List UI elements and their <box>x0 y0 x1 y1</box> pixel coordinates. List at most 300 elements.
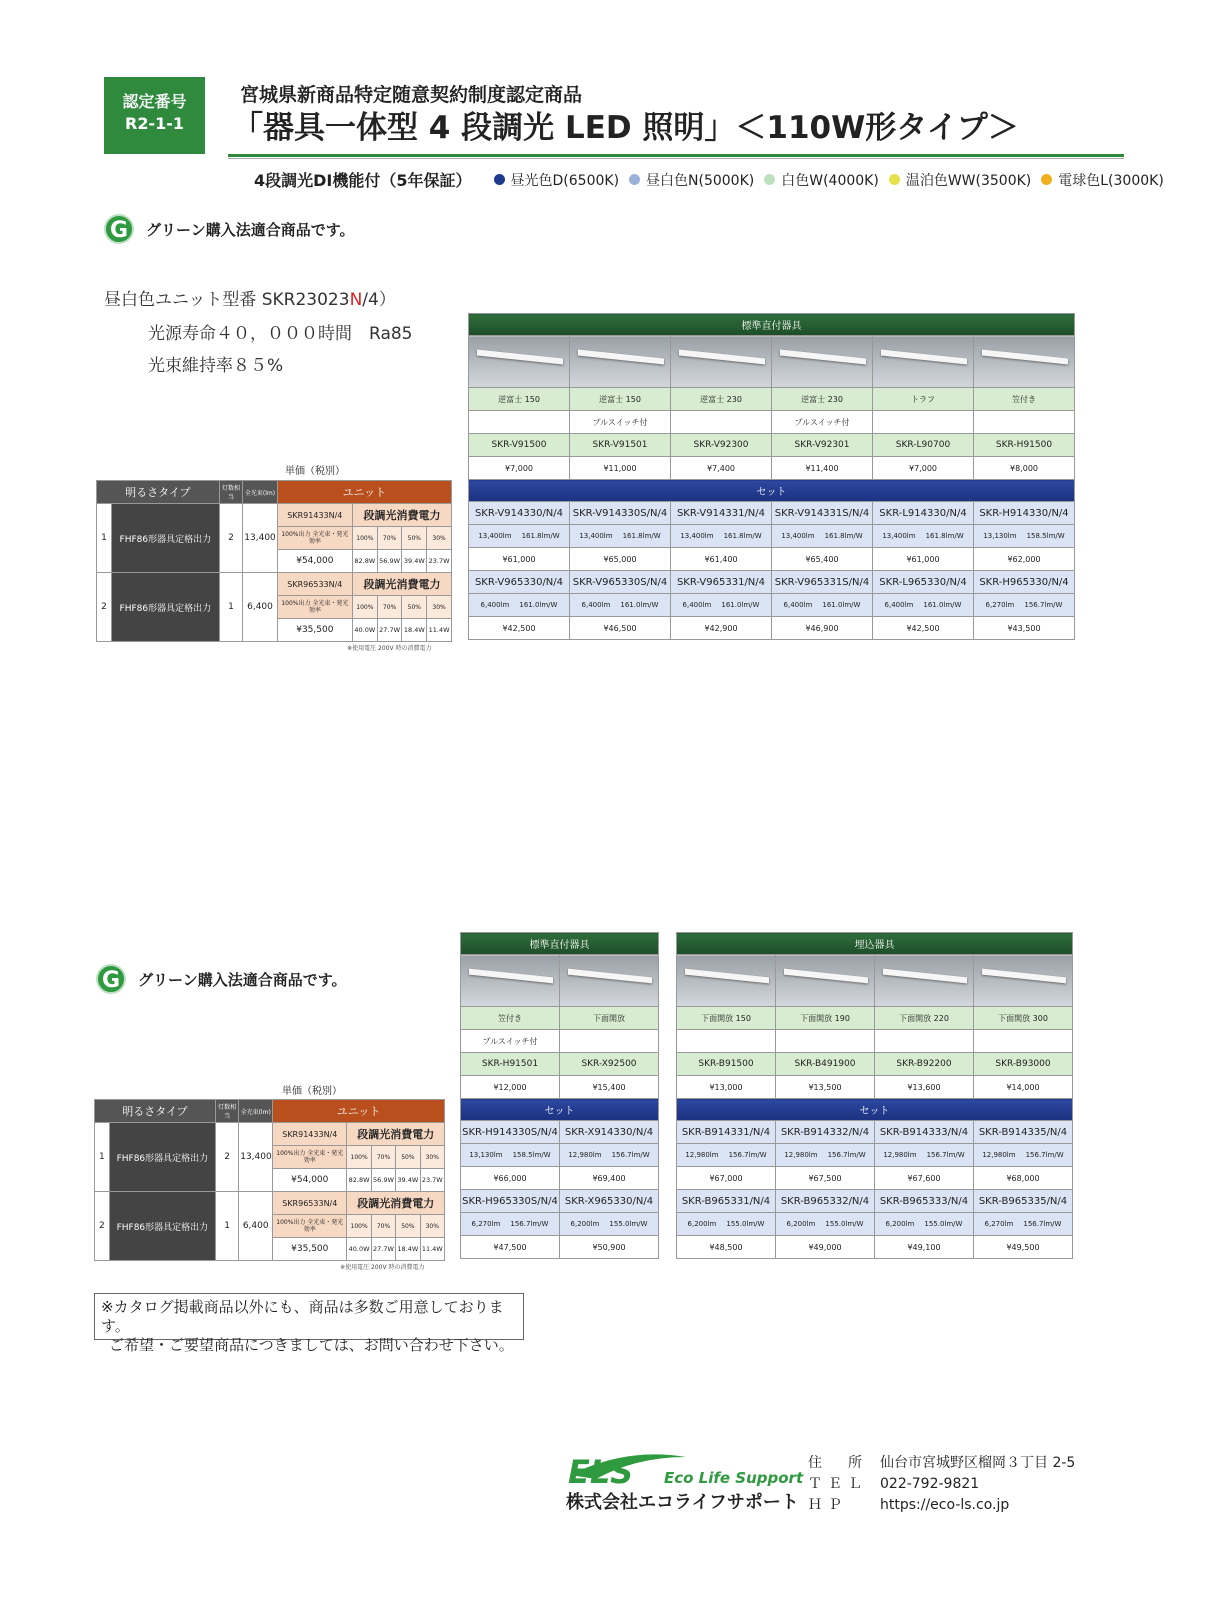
led-fixture-icon <box>685 969 769 984</box>
row-type: FHF86形器具定格出力 <box>112 573 220 642</box>
set-model-row <box>469 571 1075 594</box>
set-lumen-cell <box>974 525 1075 548</box>
set-efficacy: 158.5lm/W <box>512 1151 551 1159</box>
set-efficacy: 155.0lm/W <box>726 1220 765 1228</box>
row-number: 1 <box>97 504 112 573</box>
pct-cell: 70% <box>377 527 402 550</box>
pct-cell: 100% <box>353 596 378 619</box>
tel-key: ＴＥＬ <box>808 1476 868 1492</box>
set-efficacy: 156.7lm/W <box>1025 1151 1064 1159</box>
set-price: ¥68,000 <box>974 1167 1073 1190</box>
watt-cell: 56.9W <box>377 550 402 573</box>
group-header-row <box>677 933 1073 955</box>
image-row <box>461 955 659 1007</box>
set-lumens: 12,980lm <box>883 1151 917 1159</box>
watt-cell: 39.4W <box>402 550 427 573</box>
fixture-name: 下面開放 220 <box>875 1007 974 1030</box>
spec-life: 光源寿命４０，０００時間 Ra85 <box>148 324 413 344</box>
set-lumen-row <box>677 1144 1073 1167</box>
unit-price: ¥54,000 <box>277 550 352 573</box>
switch-row <box>461 1030 659 1053</box>
fixture-price: ¥7,400 <box>671 457 772 480</box>
pct-cell: 50% <box>402 596 427 619</box>
header-lumens: 全光束(lm) <box>239 1100 273 1123</box>
set-lumens: 6,400lm <box>884 601 914 609</box>
logo-mark: ELS <box>568 1453 634 1491</box>
set-lumen-cell <box>469 594 570 617</box>
set-efficacy: 156.7lm/W <box>611 1151 650 1159</box>
fixture-price: ¥13,600 <box>875 1076 974 1099</box>
row-lamps: 1 <box>219 573 243 642</box>
set-efficacy: 155.0lm/W <box>924 1220 963 1228</box>
set-model: SKR-V965330/N/4 <box>469 571 570 594</box>
set-model: SKR-V914331/N/4 <box>671 502 772 525</box>
feature-title: 4段調光DI機能付（5年保証） <box>254 171 472 190</box>
set-price: ¥65,400 <box>772 548 873 571</box>
set-lumens: 6,400lm <box>783 601 813 609</box>
row-lamps: 2 <box>219 504 243 573</box>
watt-cell: 11.4W <box>420 1238 444 1261</box>
green-purchase-1 <box>104 214 355 244</box>
pct-cell: 30% <box>420 1146 444 1169</box>
spec-model <box>104 285 396 310</box>
fixture-model: SKR-B92200 <box>875 1053 974 1076</box>
set-lumen-cell <box>875 1213 974 1236</box>
set-lumen-cell <box>677 1213 776 1236</box>
row-number: 1 <box>95 1123 110 1192</box>
set-lumen-cell <box>671 594 772 617</box>
led-fixture-icon <box>578 349 664 364</box>
addr-key: 住 所 <box>808 1455 868 1471</box>
fixture-model: SKR-B91500 <box>677 1053 776 1076</box>
set-model-row <box>461 1190 659 1213</box>
pct-cell: 100% <box>353 527 378 550</box>
set-price: ¥65,000 <box>570 548 671 571</box>
watt-cell: 27.7W <box>371 1238 395 1261</box>
fixture-table-bottom-recessed <box>676 932 1073 1259</box>
set-price-row <box>461 1236 659 1259</box>
set-model: SKR-X914330/N/4 <box>560 1121 659 1144</box>
unit-model: SKR96533N/4 <box>277 573 352 596</box>
set-lumens: 6,400lm <box>581 601 611 609</box>
power-header: 段調光消費電力 <box>347 1192 445 1215</box>
set-header-row <box>461 1099 659 1121</box>
set-model: SKR-V914330/N/4 <box>469 502 570 525</box>
set-lumen-cell <box>776 1213 875 1236</box>
fixture-model: SKR-H91500 <box>974 434 1075 457</box>
set-efficacy: 161.8lm/W <box>622 532 661 540</box>
set-price: ¥49,500 <box>974 1236 1073 1259</box>
set-price-row <box>677 1167 1073 1190</box>
header-type: 明るさタイプ <box>95 1100 216 1123</box>
green-g-icon: G <box>96 964 126 994</box>
row-lamps: 2 <box>215 1123 238 1192</box>
pct-cell: 100% <box>347 1215 371 1238</box>
color-dot-icon <box>1041 174 1052 185</box>
set-model-row <box>677 1190 1073 1213</box>
watt-cell: 23.7W <box>427 550 452 573</box>
group-header: 標準直付器具 <box>469 314 1075 336</box>
notice-line-2: ご希望・ご要望商品につきましては、お問い合わせ下さい。 <box>109 1336 514 1354</box>
row-number: 2 <box>95 1192 110 1261</box>
led-fixture-icon <box>982 349 1068 364</box>
set-lumens: 6,270lm <box>984 1220 1014 1228</box>
set-model: SKR-B965331/N/4 <box>677 1190 776 1213</box>
header-subtitle: 宮城県新商品特定随意契約制度認定商品 <box>240 84 583 106</box>
color-label: 電球色L(3000K) <box>1058 172 1164 189</box>
color-dot-icon <box>494 174 505 185</box>
set-efficacy: 161.0lm/W <box>923 601 962 609</box>
set-price: ¥69,400 <box>560 1167 659 1190</box>
set-price: ¥43,500 <box>974 617 1075 640</box>
set-lumen-row <box>461 1144 659 1167</box>
led-fixture-icon <box>784 969 868 984</box>
set-efficacy: 156.7lm/W <box>827 1151 866 1159</box>
fixture-model: SKR-B491900 <box>776 1053 875 1076</box>
fixture-model: SKR-V91500 <box>469 434 570 457</box>
fixture-price: ¥15,400 <box>560 1076 659 1099</box>
set-header: セット <box>677 1099 1073 1121</box>
set-efficacy: 156.7lm/W <box>926 1151 965 1159</box>
set-model: SKR-V914331S/N/4 <box>772 502 873 525</box>
set-lumen-cell <box>974 1213 1073 1236</box>
set-lumen-row <box>677 1213 1073 1236</box>
fixture-price-row <box>469 457 1075 480</box>
led-fixture-icon <box>780 349 866 364</box>
fixture-name: 逆富士 230 <box>772 388 873 411</box>
fixture-name: 逆富士 230 <box>671 388 772 411</box>
spec-maintenance: 光束維持率８５% <box>148 356 284 376</box>
led-fixture-icon <box>881 349 967 364</box>
set-model: SKR-B914333/N/4 <box>875 1121 974 1144</box>
set-efficacy: 161.0lm/W <box>822 601 861 609</box>
fixture-image <box>461 955 560 1007</box>
set-model: SKR-V965331/N/4 <box>671 571 772 594</box>
color-label: 白色W(4000K) <box>781 172 879 189</box>
fixture-image <box>873 336 974 388</box>
set-efficacy: 161.0lm/W <box>519 601 558 609</box>
set-lumen-cell <box>772 525 873 548</box>
set-efficacy: 161.8lm/W <box>521 532 560 540</box>
set-model: SKR-X965330/N/4 <box>560 1190 659 1213</box>
set-price: ¥42,500 <box>469 617 570 640</box>
set-lumens: 12,980lm <box>685 1151 719 1159</box>
hp-link[interactable]: https://eco-ls.co.jp <box>880 1497 1010 1513</box>
set-lumen-cell <box>974 1144 1073 1167</box>
color-label: 昼光色D(6500K) <box>510 172 620 189</box>
fixture-image <box>570 336 671 388</box>
fixture-model: SKR-B93000 <box>974 1053 1073 1076</box>
set-lumen-cell <box>560 1144 659 1167</box>
pct-cell: 70% <box>371 1215 395 1238</box>
set-lumens: 13,400lm <box>478 532 512 540</box>
set-lumens: 13,400lm <box>781 532 815 540</box>
company-name: 株式会社エコライフサポート <box>566 1492 799 1513</box>
set-lumen-cell <box>570 525 671 548</box>
fixture-price: ¥11,400 <box>772 457 873 480</box>
set-lumens: 13,130lm <box>469 1151 503 1159</box>
hp-key: ＨＰ <box>808 1497 848 1513</box>
set-price: ¥66,000 <box>461 1167 560 1190</box>
watt-cell: 18.4W <box>402 619 427 642</box>
set-lumen-cell <box>560 1213 659 1236</box>
fixture-price: ¥13,500 <box>776 1076 875 1099</box>
fixture-name-row <box>469 388 1075 411</box>
fixture-name-row <box>677 1007 1073 1030</box>
set-price: ¥50,900 <box>560 1236 659 1259</box>
pct-cell: 30% <box>420 1215 444 1238</box>
set-efficacy: 161.8lm/W <box>824 532 863 540</box>
fixture-name: 逆富士 150 <box>469 388 570 411</box>
row-lumens: 13,400 <box>239 1123 273 1192</box>
set-lumen-cell <box>461 1213 560 1236</box>
set-lumen-cell <box>873 594 974 617</box>
set-model: SKR-B914332/N/4 <box>776 1121 875 1144</box>
price-label-1: 単価（税別） <box>285 466 345 477</box>
watt-cell: 18.4W <box>396 1238 420 1261</box>
watt-cell: 82.8W <box>353 550 378 573</box>
fixture-switch: プルスイッチ付 <box>570 411 671 434</box>
cert-badge <box>104 77 205 154</box>
header-rule-thin <box>228 158 1124 159</box>
set-lumen-cell <box>461 1144 560 1167</box>
set-lumens: 13,130lm <box>983 532 1017 540</box>
led-fixture-icon <box>982 969 1066 984</box>
unit-price: ¥54,000 <box>273 1169 347 1192</box>
green-text: グリーン購入法適合商品です。 <box>146 220 355 239</box>
set-model: SKR-B914335/N/4 <box>974 1121 1073 1144</box>
fixture-model: SKR-V92300 <box>671 434 772 457</box>
header-lumens: 全光束(lm) <box>243 481 277 504</box>
set-price: ¥47,500 <box>461 1236 560 1259</box>
addr-value: 仙台市宮城野区榴岡３丁目 2-5 <box>880 1455 1076 1471</box>
fixture-image <box>560 955 659 1007</box>
empty-cell <box>677 1030 776 1053</box>
set-lumens: 6,200lm <box>570 1220 600 1228</box>
set-efficacy: 156.7lm/W <box>510 1220 549 1228</box>
unit-model: SKR96533N/4 <box>273 1192 347 1215</box>
fixture-model: SKR-V92301 <box>772 434 873 457</box>
header-lamps: 灯数相当 <box>215 1100 238 1123</box>
led-fixture-icon <box>679 349 765 364</box>
fixture-switch <box>469 411 570 434</box>
set-lumen-cell <box>570 594 671 617</box>
set-lumens: 6,270lm <box>471 1220 501 1228</box>
watt-cell: 39.4W <box>396 1169 420 1192</box>
output-label: 100%出力 全光束・発光効率 <box>273 1215 347 1238</box>
unit-table-1 <box>96 480 452 654</box>
pct-cell: 50% <box>396 1215 420 1238</box>
watt-cell: 27.7W <box>377 619 402 642</box>
set-model: SKR-V914330S/N/4 <box>570 502 671 525</box>
pct-cell: 70% <box>377 596 402 619</box>
green-g-icon: G <box>104 214 134 244</box>
green-purchase-2 <box>96 964 347 994</box>
set-price: ¥67,500 <box>776 1167 875 1190</box>
set-lumens: 6,400lm <box>682 601 712 609</box>
set-lumens: 12,980lm <box>982 1151 1016 1159</box>
set-header-row <box>469 480 1075 502</box>
led-fixture-icon <box>469 969 553 984</box>
set-lumen-cell <box>873 525 974 548</box>
set-lumen-cell <box>677 1144 776 1167</box>
row-type: FHF86形器具定格出力 <box>109 1192 215 1261</box>
set-lumens: 13,400lm <box>680 532 714 540</box>
fixture-switch <box>560 1030 659 1053</box>
power-header: 段調光消費電力 <box>347 1123 445 1146</box>
watt-cell: 82.8W <box>347 1169 371 1192</box>
set-model: SKR-B914331/N/4 <box>677 1121 776 1144</box>
set-model: SKR-L965330/N/4 <box>873 571 974 594</box>
fixture-image <box>974 336 1075 388</box>
feature-line <box>254 168 1164 191</box>
set-lumen-cell <box>671 525 772 548</box>
empty-cell <box>974 1030 1073 1053</box>
fixture-price-row <box>461 1076 659 1099</box>
fixture-name: 逆富士 150 <box>570 388 671 411</box>
cert-label: 認定番号 <box>122 92 187 111</box>
set-price: ¥46,500 <box>570 617 671 640</box>
cert-number: R2-1-1 <box>125 114 184 133</box>
set-price: ¥67,000 <box>677 1167 776 1190</box>
unit-row <box>95 1192 445 1215</box>
set-efficacy: 161.8lm/W <box>723 532 762 540</box>
fixture-price-row <box>677 1076 1073 1099</box>
set-price: ¥62,000 <box>974 548 1075 571</box>
fixture-image <box>875 955 974 1007</box>
set-model: SKR-B965332/N/4 <box>776 1190 875 1213</box>
output-label: 100%出力 全光束・発光効率 <box>277 596 352 619</box>
spec-model-n: N <box>349 290 363 310</box>
unit-note: ※使用電圧 200V 時の消費電力 <box>340 1264 425 1272</box>
fixture-switch <box>671 411 772 434</box>
unit-row <box>97 504 452 527</box>
led-fixture-icon <box>568 969 652 984</box>
unit-header-row <box>97 481 452 504</box>
set-header: セット <box>461 1099 659 1121</box>
set-lumens: 12,980lm <box>568 1151 602 1159</box>
set-model-row <box>461 1121 659 1144</box>
fixture-model: SKR-L90700 <box>873 434 974 457</box>
fixture-price: ¥13,000 <box>677 1076 776 1099</box>
set-lumen-cell <box>974 594 1075 617</box>
pct-cell: 100% <box>347 1146 371 1169</box>
watt-cell: 23.7W <box>420 1169 444 1192</box>
image-row <box>677 955 1073 1007</box>
pct-cell: 30% <box>427 596 452 619</box>
company-logo <box>566 1437 806 1521</box>
set-lumen-cell <box>776 1144 875 1167</box>
output-label: 100%出力 全光束・発光効率 <box>277 527 352 550</box>
row-lumens: 6,400 <box>243 573 277 642</box>
watt-cell: 11.4W <box>427 619 452 642</box>
unit-price: ¥35,500 <box>273 1238 347 1261</box>
set-price-row <box>469 617 1075 640</box>
set-efficacy: 161.0lm/W <box>721 601 760 609</box>
unit-row <box>95 1123 445 1146</box>
set-header-row <box>677 1099 1073 1121</box>
set-lumen-row <box>469 525 1075 548</box>
color-dot-icon <box>889 174 900 185</box>
notice-line-1: ※カタログ掲載商品以外にも、商品は多数ご用意しております。 <box>101 1298 504 1335</box>
color-label: 温泊色WW(3500K) <box>905 172 1032 189</box>
set-lumen-row <box>469 594 1075 617</box>
switch-row-empty <box>677 1030 1073 1053</box>
set-price: ¥42,500 <box>873 617 974 640</box>
fixture-switch <box>974 411 1075 434</box>
set-header: セット <box>469 480 1075 502</box>
set-lumens: 13,400lm <box>882 532 916 540</box>
fixture-image <box>772 336 873 388</box>
fixture-name: 笠付き <box>974 388 1075 411</box>
set-model: SKR-H965330/N/4 <box>974 571 1075 594</box>
set-model: SKR-V965331S/N/4 <box>772 571 873 594</box>
set-efficacy: 161.8lm/W <box>925 532 964 540</box>
led-fixture-icon <box>883 969 967 984</box>
fixture-price: ¥11,000 <box>570 457 671 480</box>
spec-model-text: 昼白色ユニット型番 SKR23023 <box>104 290 350 310</box>
fixture-name: 下面開放 <box>560 1007 659 1030</box>
set-model-row <box>677 1121 1073 1144</box>
set-efficacy: 161.0lm/W <box>620 601 659 609</box>
set-model: SKR-V965330S/N/4 <box>570 571 671 594</box>
set-lumens: 12,980lm <box>784 1151 818 1159</box>
fixture-model: SKR-X92500 <box>560 1053 659 1076</box>
fixture-table-bottom-direct <box>460 932 659 1259</box>
fixture-image <box>974 955 1073 1007</box>
group-header: 埋込器具 <box>677 933 1073 955</box>
set-model: SKR-H914330/N/4 <box>974 502 1075 525</box>
pct-cell: 70% <box>371 1146 395 1169</box>
fixture-name: 下面開放 300 <box>974 1007 1073 1030</box>
set-model: SKR-L914330/N/4 <box>873 502 974 525</box>
fixture-image <box>776 955 875 1007</box>
color-dot-icon <box>629 174 640 185</box>
set-price: ¥61,000 <box>469 548 570 571</box>
fixture-price: ¥12,000 <box>461 1076 560 1099</box>
set-model-row <box>469 502 1075 525</box>
empty-cell <box>875 1030 974 1053</box>
set-lumen-cell <box>469 525 570 548</box>
header-rule <box>228 154 1124 157</box>
fixture-name-row <box>461 1007 659 1030</box>
fixture-model: SKR-H91501 <box>461 1053 560 1076</box>
set-price: ¥49,000 <box>776 1236 875 1259</box>
switch-row <box>469 411 1075 434</box>
fixture-name: 笠付き <box>461 1007 560 1030</box>
watt-cell: 40.0W <box>347 1238 371 1261</box>
set-efficacy: 155.0lm/W <box>825 1220 864 1228</box>
set-lumens: 6,200lm <box>687 1220 717 1228</box>
fixture-name: 下面開放 150 <box>677 1007 776 1030</box>
row-number: 2 <box>97 573 112 642</box>
pct-cell: 50% <box>402 527 427 550</box>
unit-table-2 <box>94 1099 445 1273</box>
set-lumens: 6,200lm <box>885 1220 915 1228</box>
header-lamps: 灯数相当 <box>219 481 243 504</box>
unit-price: ¥35,500 <box>277 619 352 642</box>
color-label: 昼白色N(5000K) <box>646 172 755 189</box>
set-price: ¥61,000 <box>873 548 974 571</box>
row-lumens: 13,400 <box>243 504 277 573</box>
set-model: SKR-B965333/N/4 <box>875 1190 974 1213</box>
unit-model: SKR91433N/4 <box>277 504 352 527</box>
set-price: ¥46,900 <box>772 617 873 640</box>
tel-value: 022-792-9821 <box>880 1476 980 1492</box>
set-price: ¥49,100 <box>875 1236 974 1259</box>
row-type: FHF86形器具定格出力 <box>112 504 220 573</box>
set-efficacy: 156.7lm/W <box>728 1151 767 1159</box>
